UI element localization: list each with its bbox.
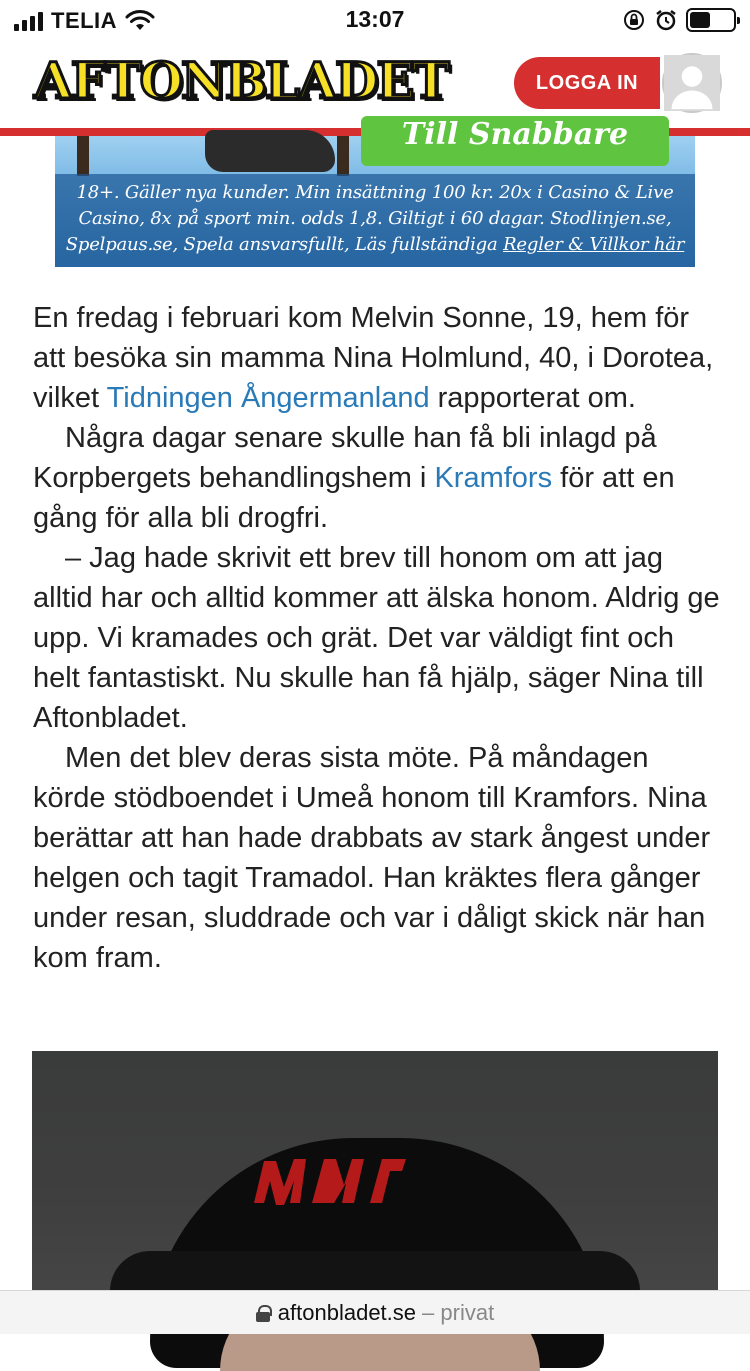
link-tidningen-angermanland[interactable]: Tidningen Ångermanland: [106, 382, 430, 414]
ad-disclaimer-line: Casino, 8x på sport min. odds 1,8. Giltigt i 60 dagar. Stodlinjen.se,: [78, 208, 672, 229]
link-kramfors[interactable]: Kramfors: [434, 462, 553, 494]
status-bar: [0, 0, 750, 40]
article-paragraph: – Jag hade skrivit ett brev till honom om att jag alltid har och alltid kommer att älska honom. Aldrig ge upp. Vi kramades och grät. Det var väldigt fint och helt fantastiskt. Nu skulle han få hjälp, säger Nina till Aftonbladet.: [33, 542, 720, 734]
site-logo[interactable]: AFTONBLADET: [34, 51, 448, 110]
ad-banner[interactable]: [55, 117, 695, 267]
alarm-icon: [654, 8, 678, 32]
article-paragraph: [33, 418, 723, 538]
lock-icon: [256, 1305, 270, 1321]
shoe-image: [205, 130, 335, 172]
terms-link[interactable]: Regler & Villkor här: [503, 234, 685, 255]
paragraph-text: En fredag i februari kom Melvin Sonne, 19, hem för att besöka sin mamma Nina Holmlund, 40, i Dorotea, vilket: [33, 302, 714, 414]
ad-cta-button[interactable]: Till Snabbare: [361, 116, 669, 166]
user-icon: [664, 55, 720, 111]
ad-decoration: [337, 136, 349, 176]
status-right: [622, 8, 736, 32]
article-body: [33, 298, 723, 978]
clock: 13:07: [345, 6, 405, 32]
ad-disclaimer: [55, 180, 695, 258]
paragraph-text: för att en gång för alla bli drogfri.: [33, 462, 675, 534]
paragraph-text: Några dagar senare skulle han få bli inlagd på Korpbergets behandlingshem i: [33, 422, 657, 494]
avatar[interactable]: [662, 53, 722, 113]
login-button[interactable]: LOGGA IN: [514, 57, 660, 109]
ad-disclaimer-line: 18+. Gäller nya kunder. Min insättning 100 kr. 20x i Casino & Live: [76, 182, 674, 203]
orientation-lock-icon: [622, 8, 646, 32]
article-image[interactable]: [32, 1051, 718, 1301]
private-indicator: – privat: [422, 1299, 495, 1325]
browser-url-bar[interactable]: [0, 1290, 750, 1334]
ad-disclaimer-text: Spelpaus.se, Spela ansvarsfullt, Läs fullständiga: [65, 234, 504, 255]
article-paragraph: [33, 298, 723, 418]
url-domain: aftonbladet.se: [277, 1299, 417, 1325]
paragraph-text: rapporterat om.: [429, 382, 636, 414]
beanie-logo-graphic: [250, 1151, 410, 1211]
ad-decoration: [77, 136, 89, 176]
battery-icon: [686, 8, 736, 32]
article-paragraph: Men det blev deras sista möte. På måndagen körde stödboendet i Umeå honom till Kramfors. Nina berättar att han hade drabbats av stark ångest under helgen och tagit Tramadol. Han kräktes flera gånger under resan, sluddrade och var i dåligt skick när han kom fram.: [33, 742, 711, 974]
ad-disclaimer-line: [55, 232, 695, 258]
carrier-name: TELIA: [51, 8, 118, 33]
